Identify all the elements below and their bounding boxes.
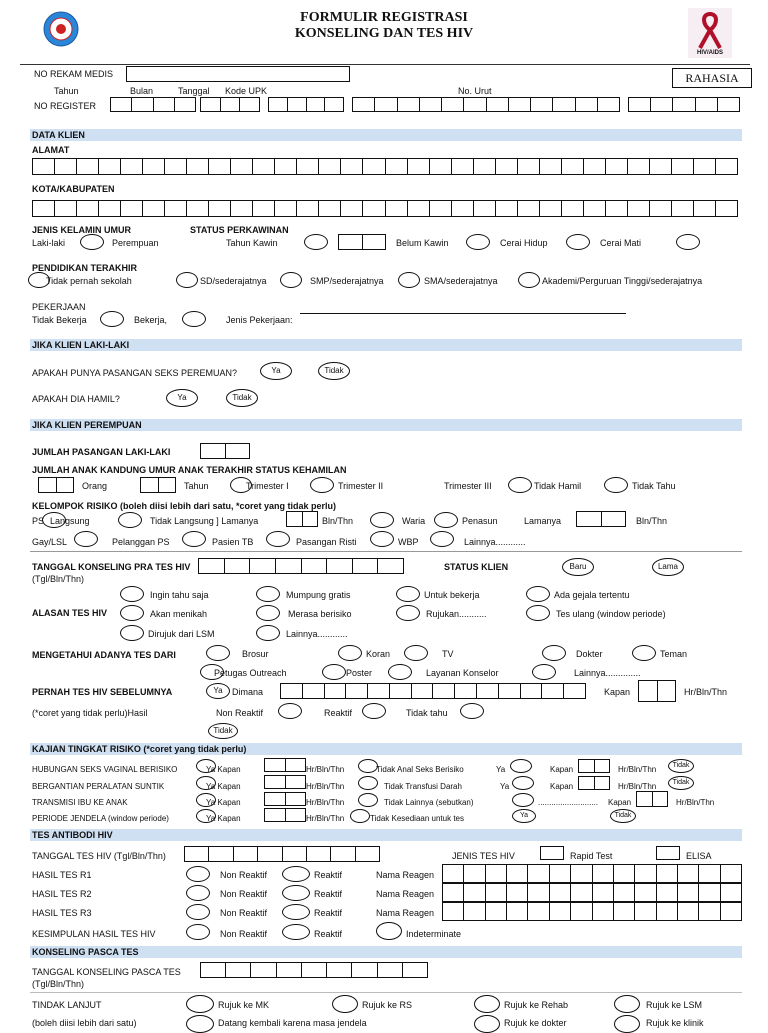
cerai-hidup-label: Cerai Hidup [500, 238, 548, 248]
kes-reaktif-radio[interactable] [282, 924, 310, 940]
koran-label: Koran [366, 649, 391, 659]
transfusi-label: Tidak Transfusi Darah [384, 782, 462, 791]
r1-ya-kapan-label: Ya Kapan [206, 765, 241, 774]
rujuk-mk-radio[interactable] [186, 995, 214, 1013]
bekerja-label: Bekerja, [134, 315, 168, 325]
transfusi-kapan-field[interactable] [578, 776, 610, 790]
pernah-label: PERNAH TES HIV SEBELUMNYA [32, 687, 173, 697]
form-title: FORMULIR REGISTRASI [300, 10, 468, 25]
tahun-kawin-label: Tahun Kawin [226, 238, 278, 248]
bln-thn-2-label: Bln/Thn [636, 516, 668, 526]
q-hamil-tidak[interactable]: Tidak [226, 389, 258, 407]
r2-reaktif-label: Reaktif [314, 889, 343, 899]
kajian-r2-label: BERGANTIAN PERALATAN SUNTIK [32, 782, 165, 791]
alasan-5-radio[interactable] [120, 605, 144, 621]
alamat-label: ALAMAT [32, 145, 70, 155]
bekerja-radio[interactable] [182, 311, 206, 327]
tidak-bekerja-radio[interactable] [100, 311, 124, 327]
cerai-hidup-radio[interactable] [566, 234, 590, 250]
kota-field[interactable] [32, 200, 738, 217]
petugas-label: Petugas Outreach [214, 668, 287, 678]
r2-reagen-field[interactable] [442, 883, 742, 902]
sd-label: SD/sederajatnya [200, 276, 267, 286]
r1-reaktif-radio[interactable] [282, 866, 310, 882]
anal-ya-label: Ya [496, 765, 506, 774]
jenis-pekerjaan-label: Jenis Pekerjaan: [226, 315, 293, 325]
anal-hr-label: Hr/Bln/Thn [618, 765, 657, 774]
gay-label: Gay/LSL [32, 537, 68, 547]
cerai-mati-radio[interactable] [676, 234, 700, 250]
rujuk-klinik-label: Rujuk ke klinik [646, 1018, 704, 1028]
q-pasangan-ya[interactable]: Ya [260, 362, 292, 380]
alasan-1-radio[interactable] [120, 586, 144, 602]
transfusi-hr-label: Hr/Bln/Thn [618, 782, 657, 791]
alasan-3-label: Untuk bekerja [424, 590, 480, 600]
rahasia-label: RAHASIA [672, 68, 752, 88]
anal-tidak-radio[interactable]: Tidak [668, 759, 694, 773]
alasan-4-radio[interactable] [526, 586, 550, 602]
r2-reagen-label: Nama Reagen [376, 889, 435, 899]
akademi-label: Akademi/Perguruan Tinggi/sederajatnya [542, 276, 703, 286]
tri2-label: Trimester II [338, 481, 384, 491]
tgl-fmt-label: (Tgl/Bln/Thn) [32, 574, 85, 584]
penasun-radio[interactable] [434, 512, 458, 528]
r1-reagen-field[interactable] [442, 864, 742, 883]
orang-label: Orang [82, 481, 108, 491]
coret-hasil-label: (*coret yang tidak perlu)Hasil [32, 708, 148, 718]
status-lama-radio[interactable]: Lama [652, 558, 684, 576]
rujuk-rs-label: Rujuk ke RS [362, 1000, 413, 1010]
tgl-pasca-label: TANGGAL KONSELING PASCA TES [32, 967, 181, 977]
r1-hr-label: Hr/Bln/Thn [306, 765, 345, 774]
kapan-field[interactable] [638, 680, 676, 702]
lainnya-sebutkan-label: Tidak Lainnya (sebutkan) [384, 798, 474, 807]
kajian-r3-label: TRANSMISI IBU KE ANAK [32, 798, 128, 807]
q-pasangan-label: APAKAH PUNYA PASANGAN SEKS PEREMUAN? [32, 368, 238, 378]
alasan-9-label: Dirujuk dari LSM [148, 629, 215, 639]
layanan-radio[interactable] [388, 664, 412, 680]
risiko-header: KELOMPOK RISIKO (boleh diisi lebih dari satu, *coret yang tidak perlu) [32, 501, 337, 511]
tgl-pra-label: TANGGAL KONSELING PRA TES HIV [32, 562, 191, 572]
anal-label: Tidak Anal Seks Berisiko [376, 765, 464, 774]
lainnya-ya-radio[interactable] [512, 793, 534, 807]
layanan-label: Layanan Konselor [426, 668, 499, 678]
hr-bln-thn-label: Hr/Bln/Thn [684, 687, 728, 697]
kes-reaktif-label: Reaktif [314, 929, 343, 939]
r3-non-reaktif-radio[interactable] [186, 904, 210, 920]
pernah-ya-radio[interactable]: Ya [206, 683, 230, 699]
wbp-label: WBP [398, 537, 419, 547]
jumlah-anak-field[interactable] [38, 477, 74, 493]
poster-radio[interactable] [322, 664, 346, 680]
boleh-label: (boleh diisi lebih dari satu) [32, 1018, 137, 1028]
kode-upk-label: Kode UPK [225, 86, 268, 96]
waria-radio[interactable] [370, 512, 394, 528]
tri3-label: Trimester III [444, 481, 492, 491]
rujuk-klinik-radio[interactable] [614, 1015, 640, 1033]
r1-non-reaktif-radio[interactable] [186, 866, 210, 882]
akademi-radio[interactable] [518, 272, 540, 288]
lainnya-dots: ........................... [538, 798, 599, 807]
r3-non-reaktif-label: Non Reaktif [220, 908, 268, 918]
lainnya-risiko-label: Lainnya............ [464, 537, 526, 547]
alasan-8-label: Tes ulang (window periode) [556, 609, 666, 619]
lainnya-kapan-label: Kapan [608, 798, 632, 807]
r1-tidak-radio[interactable] [358, 759, 378, 773]
kota-label: KOTA/KABUPATEN [32, 184, 115, 194]
non-reaktif-radio[interactable] [278, 703, 302, 719]
no-register-tahun[interactable] [110, 97, 196, 112]
tidak-tahu-label: Tidak tahu [406, 708, 448, 718]
q-pasangan-tidak[interactable]: Tidak [318, 362, 350, 380]
tahun-kawin-radio[interactable] [304, 234, 328, 250]
ribbon-caption: HIV/AIDS [696, 50, 723, 56]
r3-label: HASIL TES R3 [32, 908, 92, 918]
sd-radio[interactable] [176, 272, 198, 288]
alasan-3-radio[interactable] [396, 586, 420, 602]
form-subtitle: KONSELING DAN TES HIV [294, 26, 474, 41]
alasan-9-radio[interactable] [120, 625, 144, 641]
penasun-label: Penasun [462, 516, 498, 526]
teman-label: Teman [660, 649, 688, 659]
r2-reaktif-radio[interactable] [282, 885, 310, 901]
alasan-10-radio[interactable] [256, 625, 280, 641]
sma-label: SMA/sederajatnya [424, 276, 498, 286]
dokter-radio[interactable] [542, 645, 566, 661]
anak-header: JUMLAH ANAK KANDUNG UMUR ANAK TERAKHIR STATUS KEHAMILAN [32, 465, 347, 475]
tidak-bekerja-label: Tidak Bekerja [32, 315, 87, 325]
r2-ya-kapan-label: Ya Kapan [206, 782, 241, 791]
lamanya-label: Lamanya [524, 516, 562, 526]
r3-hr-label: Hr/Bln/Thn [306, 798, 345, 807]
tgl-pra-field[interactable] [198, 558, 404, 574]
rujuk-dokter-label: Rujuk ke dokter [504, 1018, 567, 1028]
no-urut-label: No. Urut [458, 86, 492, 96]
smp-radio[interactable] [280, 272, 302, 288]
status-klien-label: STATUS KLIEN [444, 562, 509, 572]
kapan-label: Kapan [604, 687, 631, 697]
q-hamil-label: APAKAH DIA HAMIL? [32, 394, 120, 404]
lainnya-hr-label: Hr/Bln/Thn [676, 798, 715, 807]
alasan-4-label: Ada gejala tertentu [554, 590, 630, 600]
kesimpulan-label: KESIMPULAN HASIL TES HIV [32, 929, 156, 939]
reaktif-radio[interactable] [362, 703, 386, 719]
pernah-tidak-radio[interactable]: Tidak [208, 723, 238, 739]
laki-radio[interactable] [80, 234, 104, 250]
no-register-kode[interactable] [352, 97, 620, 112]
tidak-langsung-label: Tidak Langsung ] Lamanya [150, 516, 259, 526]
alasan-10-label: Lainnya............ [286, 629, 348, 639]
jk-umur-label: JENIS KELAMIN UMUR [32, 225, 132, 235]
alasan-7-radio[interactable] [396, 605, 420, 621]
langsung-label: Langsung [50, 516, 90, 526]
r2-kapan-field[interactable] [264, 775, 306, 789]
pasangan-risti-radio[interactable] [370, 531, 394, 547]
alasan-8-radio[interactable] [526, 605, 550, 621]
ps-label: PS [32, 516, 45, 526]
alamat-field[interactable] [32, 158, 738, 175]
kajian-r1-label: HUBUNGAN SEKS VAGINAL BERISIKO [32, 765, 178, 774]
r2-hr-label: Hr/Bln/Thn [306, 782, 345, 791]
section-kajian: KAJIAN TINGKAT RISIKO (*coret yang tidak perlu) [30, 743, 742, 755]
brosur-label: Brosur [242, 649, 269, 659]
tahun-kawin-field[interactable] [338, 234, 386, 250]
elisa-checkbox[interactable] [656, 846, 680, 860]
pendidikan-label: PENDIDIKAN TERAKHIR [32, 263, 138, 273]
anal-kapan-field[interactable] [578, 759, 610, 773]
mengetahui-label: MENGETAHUI ADANYA TES DARI [32, 650, 176, 660]
kesediaan-tidak-radio[interactable]: Tidak [610, 809, 636, 823]
r4-hr-label: Hr/Bln/Thn [306, 814, 345, 823]
indeterminate-radio[interactable] [376, 922, 402, 940]
r2-non-reaktif-radio[interactable] [186, 885, 210, 901]
smp-label: SMP/sederajatnya [310, 276, 384, 286]
reaktif-label: Reaktif [324, 708, 353, 718]
bln-thn-label: Bln/Thn [322, 516, 354, 526]
tidak-hamil-label: Tidak Hamil [534, 481, 582, 491]
laki-label: Laki-laki [32, 238, 66, 248]
dimana-label: Dimana [232, 687, 264, 697]
section-laki: JIKA KLIEN LAKI-LAKI [30, 339, 742, 351]
pasien-tb-radio[interactable] [266, 531, 290, 547]
tv-radio[interactable] [404, 645, 428, 661]
alasan-6-radio[interactable] [256, 605, 280, 621]
no-register-label: NO REGISTER [34, 101, 97, 111]
waria-label: Waria [402, 516, 426, 526]
tidak-tahu-radio[interactable] [460, 703, 484, 719]
no-rekam-field[interactable] [126, 66, 350, 82]
cerai-mati-label: Cerai Mati [600, 238, 642, 248]
teman-radio[interactable] [632, 645, 656, 661]
non-reaktif-label: Non Reaktif [216, 708, 264, 718]
r4-kapan-field[interactable] [264, 808, 306, 822]
r4-tidak-radio[interactable] [350, 809, 370, 823]
gay-radio[interactable] [74, 531, 98, 547]
transfusi-tidak-radio[interactable]: Tidak [668, 776, 694, 790]
tahun-anak-label: Tahun [184, 481, 209, 491]
r3-reagen-label: Nama Reagen [376, 908, 435, 918]
wbp-radio[interactable] [430, 531, 454, 547]
jenis-pekerjaan-field[interactable] [300, 313, 626, 314]
tahun-label: Tahun [54, 86, 79, 96]
tidak-sekolah-label: Tidak pernah sekolah [46, 276, 132, 286]
lamanya-ps-field[interactable] [286, 511, 318, 527]
belum-kawin-radio[interactable] [466, 234, 490, 250]
tgl-pasca-fmt-label: (Tgl/Bln/Thn) [32, 979, 85, 989]
alasan-label: ALASAN TES HIV [32, 608, 108, 618]
transfusi-ya-label: Ya [500, 782, 510, 791]
r3-reagen-field[interactable] [442, 902, 742, 921]
tgl-pasca-field[interactable] [200, 962, 428, 978]
pelanggan-radio[interactable] [182, 531, 206, 547]
bulan-label: Bulan [130, 86, 154, 96]
rujuk-rehab-radio[interactable] [474, 995, 500, 1013]
rujuk-rehab-label: Rujuk ke Rehab [504, 1000, 569, 1010]
dokter-label: Dokter [576, 649, 603, 659]
r3-kapan-field[interactable] [264, 792, 306, 806]
section-antibodi: TES ANTIBODI HIV [30, 829, 742, 841]
tidak-langsung-radio[interactable] [118, 512, 142, 528]
jenis-tes-label: JENIS TES HIV [452, 851, 515, 861]
kes-non-reaktif-radio[interactable] [186, 924, 210, 940]
section-data-klien: DATA KLIEN [30, 129, 742, 141]
tgl-tes-label: TANGGAL TES HIV (Tgl/Bln/Thn) [32, 851, 166, 861]
anal-kapan-label: Kapan [550, 765, 574, 774]
tanggal-label: Tanggal [178, 86, 210, 96]
lainnya-kapan-field[interactable] [636, 791, 668, 807]
tri3-radio[interactable] [508, 477, 532, 493]
tidak-tahu-label: Tidak Tahu [632, 481, 676, 491]
datang-radio[interactable] [186, 1015, 214, 1033]
lainnya-tahu-label: Lainnya.............. [574, 668, 641, 678]
perempuan-label: Perempuan [112, 238, 159, 248]
r1-reaktif-label: Reaktif [314, 870, 343, 880]
r1-label: HASIL TES R1 [32, 870, 92, 880]
status-baru-radio[interactable]: Baru [562, 558, 594, 576]
kajian-r4-label: PERIODE JENDELA (window periode) [32, 814, 169, 823]
lamanya-penasun-field[interactable] [576, 511, 626, 527]
rujuk-lsm-label: Rujuk ke LSM [646, 1000, 703, 1010]
datang-label: Datang kembali karena masa jendela [218, 1018, 367, 1028]
anal-ya-radio[interactable] [510, 759, 532, 773]
section-perempuan: JIKA KLIEN PEREMPUAN [30, 419, 742, 431]
kesediaan-label: Tidak Kesediaan untuk tes [370, 814, 464, 823]
jumlah-pasangan-field[interactable] [200, 443, 250, 459]
alasan-2-label: Mumpung gratis [286, 590, 351, 600]
red-ribbon-icon [688, 8, 732, 58]
elisa-label: ELISA [686, 851, 712, 861]
tri2-radio[interactable] [310, 477, 334, 493]
section-pasca: KONSELING PASCA TES [30, 946, 742, 958]
alasan-7-label: Rujukan........... [426, 609, 487, 619]
pasien-tb-label: Pasien TB [212, 537, 254, 547]
r3-tidak-radio[interactable] [358, 793, 378, 807]
r1-kapan-field[interactable] [264, 758, 306, 772]
rapid-label: Rapid Test [570, 851, 613, 861]
rapid-checkbox[interactable] [540, 846, 564, 860]
r3-reaktif-label: Reaktif [314, 908, 343, 918]
poster-label: Poster [346, 668, 373, 678]
r4-ya-kapan-label: Ya Kapan [206, 814, 241, 823]
transfusi-kapan-label: Kapan [550, 782, 574, 791]
kesediaan-ya-radio[interactable]: Ya [512, 809, 536, 823]
logo [38, 10, 84, 48]
r2-non-reaktif-label: Non Reaktif [220, 889, 268, 899]
alasan-6-label: Merasa berisiko [288, 609, 352, 619]
no-register-bulan[interactable] [200, 97, 260, 112]
r1-non-reaktif-label: Non Reaktif [220, 870, 268, 880]
brosur-radio[interactable] [206, 645, 230, 661]
tri1-label: Trimester I [246, 481, 289, 491]
rujuk-mk-label: Rujuk ke MK [218, 1000, 270, 1010]
jumlah-pasangan-label: JUMLAH PASANGAN LAKI-LAKI [32, 447, 171, 457]
alasan-2-radio[interactable] [256, 586, 280, 602]
no-rekam-label: NO REKAM MEDIS [34, 69, 114, 79]
r2-label: HASIL TES R2 [32, 889, 92, 899]
q-hamil-ya[interactable]: Ya [166, 389, 198, 407]
r2-tidak-radio[interactable] [358, 776, 378, 790]
alasan-1-label: Ingin tahu saja [150, 590, 209, 600]
koran-radio[interactable] [338, 645, 362, 661]
tgl-tes-field[interactable] [184, 846, 380, 862]
r3-ya-kapan-label: Ya Kapan [206, 798, 241, 807]
no-register-urut[interactable] [628, 97, 740, 112]
indeterminate-label: Indeterminate [406, 929, 462, 939]
no-register-tanggal[interactable] [268, 97, 344, 112]
lainnya-tahu-radio[interactable] [532, 664, 556, 680]
rujuk-dokter-radio[interactable] [474, 1015, 500, 1033]
pelanggan-label: Pelanggan PS [112, 537, 170, 547]
status-kawin-label: STATUS PERKAWINAN [190, 225, 289, 235]
rujuk-rs-radio[interactable] [332, 995, 358, 1013]
umur-anak-field[interactable] [140, 477, 176, 493]
transfusi-ya-radio[interactable] [512, 776, 534, 790]
rujuk-lsm-radio[interactable] [614, 995, 640, 1013]
kes-non-reaktif-label: Non Reaktif [220, 929, 268, 939]
r1-reagen-label: Nama Reagen [376, 870, 435, 880]
pasangan-risti-label: Pasangan Risti [296, 537, 357, 547]
alasan-5-label: Akan menikah [150, 609, 208, 619]
dimana-field[interactable] [280, 683, 586, 699]
pekerjaan-label: PEKERJAAN [32, 302, 86, 312]
belum-kawin-label: Belum Kawin [396, 238, 449, 248]
sma-radio[interactable] [398, 272, 420, 288]
r3-reaktif-radio[interactable] [282, 904, 310, 920]
tidak-hamil-radio[interactable] [604, 477, 628, 493]
tindak-lanjut-label: TINDAK LANJUT [32, 1000, 102, 1010]
tv-label: TV [442, 649, 454, 659]
